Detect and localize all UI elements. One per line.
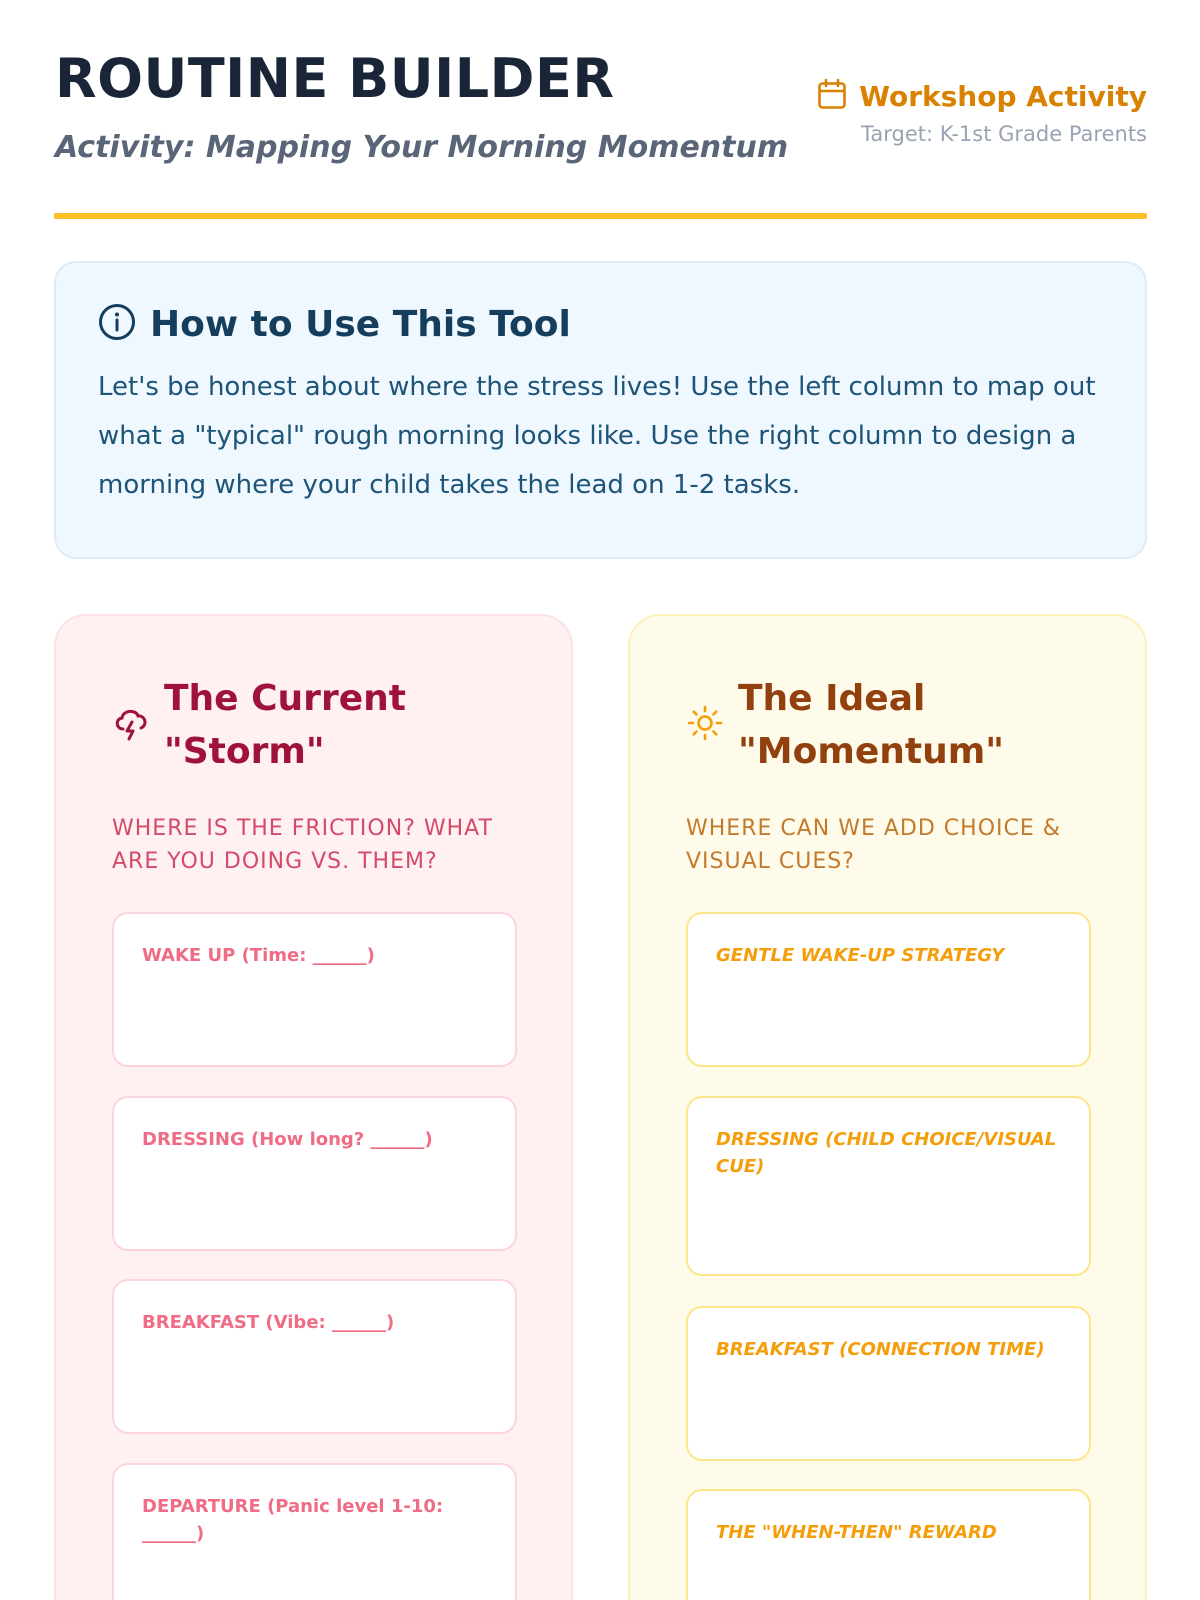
storm-cloud-icon [112, 703, 150, 747]
card-label: BREAKFAST (CONNECTION TIME) [716, 1339, 1045, 1360]
breakfast-connection-card[interactable] [686, 1306, 1091, 1461]
target-audience: Target: K-1st Grade Parents [861, 122, 1147, 146]
current-prompt: WHERE IS THE FRICTION? WHAT ARE YOU DOING VS. THEM? [112, 816, 493, 874]
ideal-prompt: WHERE CAN WE ADD CHOICE & VISUAL CUES? [686, 816, 1061, 874]
calendar-icon [817, 78, 847, 114]
dressing-choice-card[interactable] [686, 1096, 1091, 1276]
info-icon [98, 303, 136, 345]
ideal-title: The Ideal "Momentum" [738, 678, 1004, 772]
dressing-card[interactable] [112, 1096, 517, 1251]
card-label: DEPARTURE (Panic level 1-10: ______) [142, 1496, 444, 1544]
sun-icon [686, 704, 724, 746]
current-title: The Current "Storm" [164, 678, 406, 772]
card-label: BREAKFAST (Vibe: ______) [142, 1312, 395, 1333]
current-storm-column [54, 614, 573, 1600]
card-label: WAKE UP (Time: ______) [142, 945, 375, 966]
badge-label: Workshop Activity [859, 79, 1147, 113]
wake-up-card[interactable] [112, 912, 517, 1067]
page-subtitle: Activity: Mapping Your Morning Momentum [55, 130, 789, 165]
workshop-badge [817, 78, 1147, 114]
departure-card[interactable] [112, 1463, 517, 1600]
header-divider [54, 213, 1147, 219]
gentle-wake-up-card[interactable] [686, 912, 1091, 1067]
card-label: THE "WHEN-THEN" REWARD [716, 1522, 997, 1543]
ideal-momentum-column [628, 614, 1147, 1600]
breakfast-card[interactable] [112, 1279, 517, 1434]
card-label: DRESSING (How long? ______) [142, 1129, 433, 1150]
card-label: DRESSING (CHILD CHOICE/VISUAL CUE) [716, 1129, 1057, 1177]
instructions-box [54, 261, 1147, 559]
when-then-reward-card[interactable] [686, 1489, 1091, 1600]
card-label: GENTLE WAKE-UP STRATEGY [716, 945, 1005, 966]
page-title: ROUTINE BUILDER [55, 47, 615, 110]
instructions-text: Let's be honest about where the stress lives! Use the left column to map out what a "typical" rough morning looks like. Use the right column to design a morning where your child takes the lead on 1-2 tasks. [98, 372, 1096, 500]
instructions-title: How to Use This Tool [150, 303, 571, 345]
